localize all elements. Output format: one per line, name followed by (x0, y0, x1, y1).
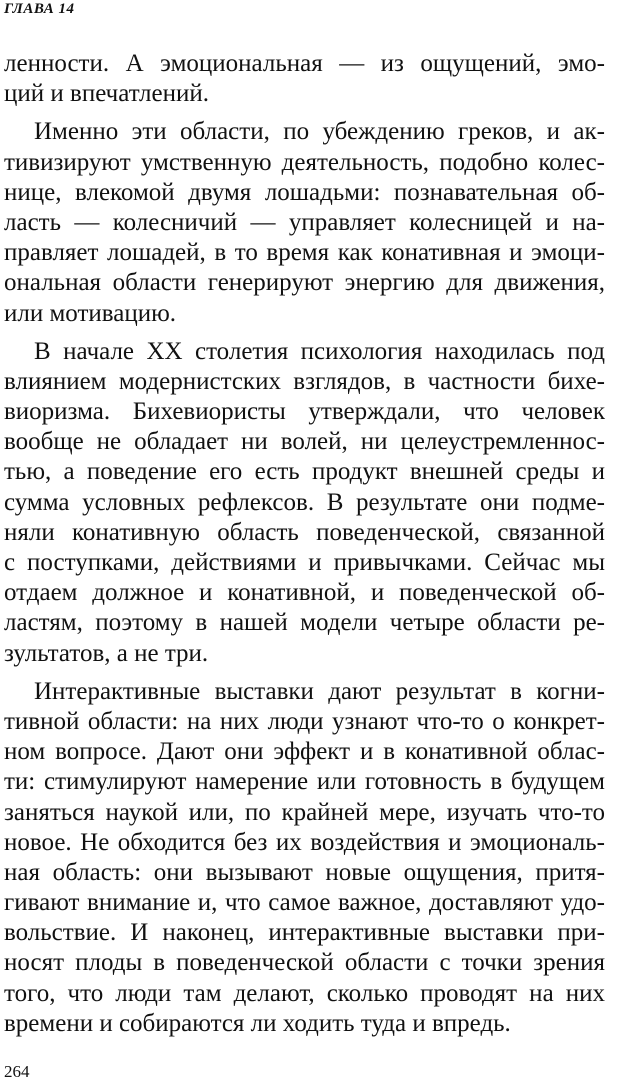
text-line: с поступками, действиями и привычками. Сейчас мы (4, 549, 605, 576)
body-text (4, 49, 605, 1039)
text-line: новое. Не обходится без их воздействия и эмоциональ- (4, 828, 605, 856)
text-line: того, что люди там делают, сколько проводят на них (4, 979, 605, 1007)
text-line: ная область: они вызывают новые ощущения, притя- (4, 858, 605, 886)
text-line: В начале XX столетия психология находилась под (34, 337, 605, 365)
paragraph (4, 117, 605, 328)
text-line: вольствие. И наконец, интерактивные выставки при- (4, 919, 605, 947)
text-line: вообще не обладает ни волей, ни целеустремленнос- (4, 428, 605, 456)
paragraph (4, 337, 605, 669)
text-line: влиянием модернистских взглядов, в частности бихе- (4, 367, 605, 395)
text-line: заняться наукой или, по крайней мере, изучать что-то (4, 798, 605, 826)
text-line: или мотивацию. (4, 299, 177, 327)
page-number: 264 (4, 1062, 30, 1081)
text-line: Именно эти области, по убеждению греков, и ак- (34, 118, 605, 146)
text-line: виоризма. Бихевиористы утверждали, что человек (4, 398, 605, 426)
text-line: ластям, поэтому в нашей модели четыре области ре- (4, 609, 605, 637)
text-line: времени и собираются ли ходить туда и впредь. (4, 1009, 511, 1037)
chapter-header: ГЛАВА 14 (4, 1, 75, 17)
text-line: ленности. А эмоциональная — из ощущений, эмо- (4, 50, 605, 77)
text-line: няли конативную область поведенческой, связанной (4, 518, 605, 546)
text-line: ти: стимулируют намерение или готовность в будущем (4, 768, 605, 796)
text-line: ональная области генерируют энергию для движения, (4, 269, 605, 297)
text-line: ном вопросе. Дают они эффект и в конативной облас- (4, 738, 605, 766)
text-line: сумма условных рефлексов. В результате они подме- (4, 488, 605, 516)
text-line: правляет лошадей, в то время как конативная и эмоци- (4, 239, 605, 267)
text-line: ласть — колесничий — управляет колесницей и на- (4, 208, 605, 236)
text-line: тивной области: на них люди узнают что-то о конкрет- (4, 707, 605, 735)
text-line: зультатов, а не три. (4, 639, 209, 667)
text-line: носят плоды в поведенческой области с точки зрения (4, 949, 605, 977)
text-line: тивизируют умственную деятельность, подобно колес- (4, 148, 605, 176)
paragraph (4, 49, 605, 109)
text-line: Интерактивные выставки дают результат в когни- (34, 677, 605, 705)
text-line: отдаем должное и конативной, и поведенческой об- (4, 579, 605, 607)
text-line: тью, а поведение его есть продукт внешней среды и (4, 458, 605, 486)
text-line: нице, влекомой двумя лошадьми: познавательная об- (4, 178, 605, 206)
text-line: ций и впечатлений. (4, 80, 209, 108)
paragraph (4, 677, 605, 1039)
text-line: гивают внимание и, что самое важное, доставляют удо- (4, 889, 605, 917)
